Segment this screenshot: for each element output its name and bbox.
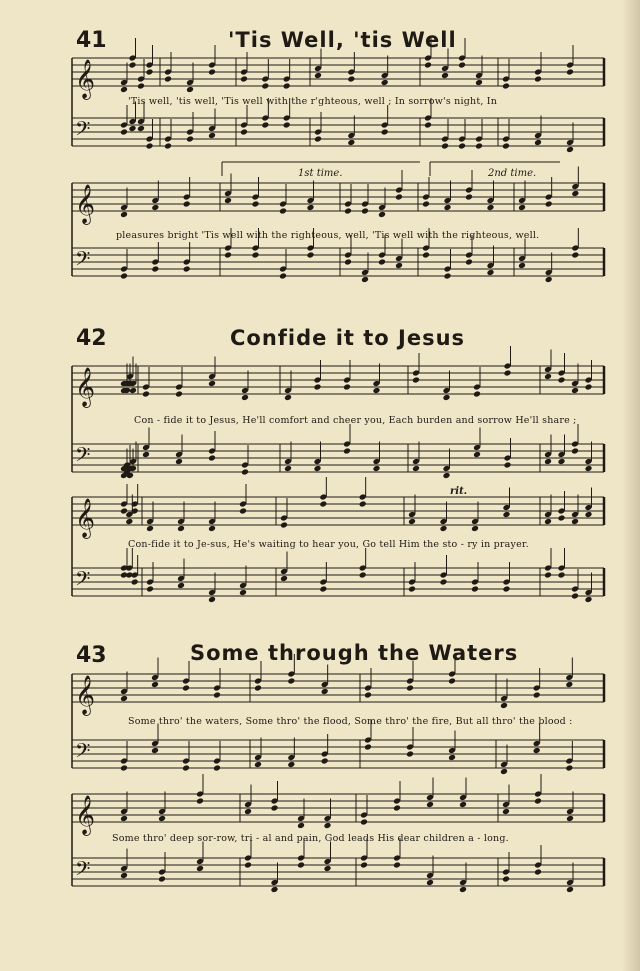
note-head bbox=[196, 798, 204, 805]
treble-clef-icon: 𝄞 bbox=[75, 498, 96, 538]
note-head bbox=[558, 515, 566, 522]
note-head bbox=[426, 801, 434, 808]
note-head bbox=[440, 525, 448, 532]
note-head bbox=[175, 458, 183, 465]
note-head bbox=[558, 458, 566, 465]
note-head bbox=[241, 469, 249, 476]
note-head bbox=[473, 391, 481, 398]
note-head bbox=[129, 125, 137, 132]
note-head bbox=[566, 886, 574, 893]
treble-clef-icon: 𝄞 bbox=[75, 795, 96, 835]
note-head bbox=[279, 273, 287, 280]
note-head bbox=[142, 391, 150, 398]
note-head bbox=[208, 132, 216, 139]
note-head bbox=[360, 819, 368, 826]
note-head bbox=[208, 69, 216, 76]
note-head bbox=[585, 384, 593, 391]
note-head bbox=[565, 765, 573, 772]
bass-clef-icon: 𝄢 bbox=[75, 247, 91, 275]
note-head bbox=[224, 252, 232, 259]
note-head bbox=[444, 204, 452, 211]
note-head bbox=[208, 596, 216, 603]
note-head bbox=[443, 472, 451, 479]
note-head bbox=[279, 208, 287, 215]
note-head bbox=[534, 76, 542, 83]
lyric-line: Some thro' the waters, Some thro' the flood, Some thro' the fire, But all thro' the blood : bbox=[128, 716, 573, 727]
note-head bbox=[284, 394, 292, 401]
note-head bbox=[319, 586, 327, 593]
note-head bbox=[347, 76, 355, 83]
note-head bbox=[239, 508, 247, 515]
note-head bbox=[444, 273, 452, 280]
note-head bbox=[448, 754, 456, 761]
note-head bbox=[208, 455, 216, 462]
note-head bbox=[158, 815, 166, 822]
note-head bbox=[319, 501, 327, 508]
note-head bbox=[146, 525, 154, 532]
note-head bbox=[585, 511, 593, 518]
treble-clef-icon: 𝄞 bbox=[75, 675, 96, 715]
note-head bbox=[151, 204, 159, 211]
note-head bbox=[344, 259, 352, 266]
note-head bbox=[321, 688, 329, 695]
note-head bbox=[422, 201, 430, 208]
note-head bbox=[324, 865, 332, 872]
note-head bbox=[566, 815, 574, 822]
note-head bbox=[182, 765, 190, 772]
bass-clef-icon: 𝄢 bbox=[75, 857, 91, 885]
note-head bbox=[283, 122, 291, 129]
lyric-line: Con - fide it to Jesus, He'll comfort and cheer you, Each burden and sorrow He'll share ; bbox=[134, 415, 577, 426]
bass-clef-icon: 𝄢 bbox=[75, 443, 91, 471]
note-head bbox=[224, 197, 232, 204]
note-head bbox=[137, 125, 145, 132]
note-head bbox=[448, 678, 456, 685]
note-head bbox=[284, 465, 292, 472]
hymn-title: 'Tis Well, 'tis Well bbox=[228, 28, 457, 52]
note-head bbox=[151, 681, 159, 688]
note-head bbox=[183, 201, 191, 208]
note-head bbox=[120, 872, 128, 879]
note-head bbox=[471, 586, 479, 593]
note-head bbox=[283, 83, 291, 90]
lyric-line: Some thro' deep sor-row, tri - al and pain, God leads His dear children a - long. bbox=[112, 833, 509, 844]
note-head bbox=[177, 582, 185, 589]
note-head bbox=[244, 862, 252, 869]
note-head bbox=[424, 122, 432, 129]
note-head bbox=[175, 391, 183, 398]
note-head bbox=[406, 751, 414, 758]
note-head bbox=[395, 194, 403, 201]
treble-clef-icon: 𝄞 bbox=[75, 367, 96, 407]
note-head bbox=[502, 808, 510, 815]
note-head bbox=[503, 586, 511, 593]
note-head bbox=[271, 886, 279, 893]
note-head bbox=[533, 692, 541, 699]
note-head bbox=[297, 822, 305, 829]
note-head bbox=[131, 579, 139, 586]
note-head bbox=[261, 83, 269, 90]
note-head bbox=[186, 86, 194, 93]
note-head bbox=[314, 384, 322, 391]
note-head bbox=[360, 862, 368, 869]
note-head bbox=[142, 451, 150, 458]
note-head bbox=[565, 681, 573, 688]
ritardando-marking: rit. bbox=[450, 486, 468, 497]
note-head bbox=[458, 62, 466, 69]
note-head bbox=[213, 692, 221, 699]
hymn-number: 41 bbox=[76, 28, 107, 53]
note-head bbox=[314, 136, 322, 143]
second-time-marking: 2nd time. bbox=[488, 168, 537, 179]
note-head bbox=[534, 869, 542, 876]
note-head bbox=[261, 122, 269, 129]
lyric-line: 'Tis well, 'tis well, 'Tis well with the r'ghteous, well ; In sorrow's night, In bbox=[128, 96, 498, 107]
note-head bbox=[297, 862, 305, 869]
treble-clef-icon: 𝄞 bbox=[75, 59, 96, 99]
note-head bbox=[441, 72, 449, 79]
note-head bbox=[120, 695, 128, 702]
hymn-title: Some through the Waters bbox=[190, 641, 519, 665]
note-head bbox=[129, 62, 137, 69]
note-head bbox=[213, 765, 221, 772]
note-head bbox=[208, 525, 216, 532]
note-head bbox=[252, 201, 260, 208]
note-head bbox=[381, 79, 389, 86]
note-head bbox=[504, 462, 512, 469]
note-head bbox=[475, 79, 483, 86]
note-head bbox=[558, 377, 566, 384]
note-head bbox=[239, 589, 247, 596]
note-head bbox=[287, 678, 295, 685]
note-head bbox=[361, 276, 369, 283]
note-head bbox=[441, 143, 449, 150]
note-head bbox=[252, 252, 260, 259]
note-head bbox=[151, 266, 159, 273]
lyric-line: Con-fide it to Je-sus, He's waiting to hear you, Go tell Him the sto - ry in prayer. bbox=[128, 539, 529, 550]
note-head bbox=[571, 387, 579, 394]
note-head bbox=[120, 129, 128, 136]
note-head bbox=[571, 252, 579, 259]
bass-clef-icon: 𝄢 bbox=[75, 567, 91, 595]
note-head bbox=[487, 269, 495, 276]
note-head bbox=[321, 758, 329, 765]
note-head bbox=[129, 387, 137, 394]
note-head bbox=[534, 139, 542, 146]
note-head bbox=[244, 808, 252, 815]
note-head bbox=[571, 190, 579, 197]
note-head bbox=[120, 765, 128, 772]
note-head bbox=[125, 518, 133, 525]
note-head bbox=[422, 252, 430, 259]
note-head bbox=[424, 62, 432, 69]
hymn-title: Confide it to Jesus bbox=[230, 326, 466, 350]
note-head bbox=[503, 511, 511, 518]
note-head bbox=[471, 525, 479, 532]
note-head bbox=[314, 72, 322, 79]
note-head bbox=[196, 865, 204, 872]
note-head bbox=[502, 143, 510, 150]
note-head bbox=[120, 273, 128, 280]
bass-clef-icon: 𝄢 bbox=[75, 739, 91, 767]
note-head bbox=[500, 702, 508, 709]
note-head bbox=[344, 208, 352, 215]
note-head bbox=[585, 465, 593, 472]
note-head bbox=[545, 201, 553, 208]
note-head bbox=[566, 146, 574, 153]
note-head bbox=[120, 211, 128, 218]
note-head bbox=[164, 76, 172, 83]
note-head bbox=[473, 451, 481, 458]
note-head bbox=[475, 143, 483, 150]
note-head bbox=[158, 876, 166, 883]
note-head bbox=[459, 801, 467, 808]
note-head bbox=[459, 886, 467, 893]
lyric-line: pleasures bright 'Tis well with the righteous, well, 'Tis well with the righteous, well. bbox=[116, 230, 540, 241]
note-head bbox=[544, 373, 552, 380]
note-head bbox=[280, 522, 288, 529]
note-head bbox=[500, 768, 508, 775]
note-head bbox=[343, 448, 351, 455]
note-head bbox=[307, 252, 315, 259]
note-head bbox=[280, 575, 288, 582]
note-head bbox=[458, 143, 466, 150]
note-head bbox=[571, 518, 579, 525]
note-head bbox=[378, 211, 386, 218]
note-head bbox=[164, 143, 172, 150]
note-head bbox=[364, 744, 372, 751]
note-head bbox=[440, 579, 448, 586]
note-head bbox=[324, 822, 332, 829]
note-head bbox=[544, 458, 552, 465]
hymn-number: 42 bbox=[76, 326, 107, 351]
note-head bbox=[571, 593, 579, 600]
note-head bbox=[518, 262, 526, 269]
note-head bbox=[381, 129, 389, 136]
note-head bbox=[146, 586, 154, 593]
bass-clef-icon: 𝄢 bbox=[75, 117, 91, 145]
note-head bbox=[504, 370, 512, 377]
note-head bbox=[177, 525, 185, 532]
note-head bbox=[241, 394, 249, 401]
note-head bbox=[412, 465, 420, 472]
first-time-marking: 1st time. bbox=[298, 168, 343, 179]
note-head bbox=[393, 805, 401, 812]
note-head bbox=[373, 465, 381, 472]
note-head bbox=[408, 518, 416, 525]
note-head bbox=[518, 204, 526, 211]
note-head bbox=[240, 76, 248, 83]
note-head bbox=[364, 692, 372, 699]
note-head bbox=[347, 139, 355, 146]
note-head bbox=[137, 83, 145, 90]
treble-clef-icon: 𝄞 bbox=[75, 184, 96, 224]
note-head bbox=[254, 761, 262, 768]
note-head bbox=[182, 685, 190, 692]
note-head bbox=[120, 815, 128, 822]
note-head bbox=[566, 69, 574, 76]
note-head bbox=[120, 86, 128, 93]
note-head bbox=[585, 596, 593, 603]
note-head bbox=[254, 685, 262, 692]
note-head bbox=[208, 380, 216, 387]
note-head bbox=[240, 129, 248, 136]
note-head bbox=[307, 204, 315, 211]
note-head bbox=[314, 465, 322, 472]
hymn-number: 43 bbox=[76, 643, 107, 668]
note-head bbox=[558, 572, 566, 579]
note-head bbox=[287, 761, 295, 768]
note-head bbox=[271, 805, 279, 812]
note-head bbox=[571, 448, 579, 455]
note-head bbox=[502, 83, 510, 90]
note-head bbox=[378, 259, 386, 266]
note-head bbox=[359, 501, 367, 508]
note-head bbox=[146, 143, 154, 150]
note-head bbox=[359, 572, 367, 579]
note-head bbox=[487, 204, 495, 211]
note-head bbox=[545, 276, 553, 283]
note-head bbox=[186, 136, 194, 143]
page-edge-shadow bbox=[622, 0, 640, 971]
note-head bbox=[544, 572, 552, 579]
note-head bbox=[408, 586, 416, 593]
note-head bbox=[151, 747, 159, 754]
note-head bbox=[146, 69, 154, 76]
note-head bbox=[465, 259, 473, 266]
note-head bbox=[343, 384, 351, 391]
note-head bbox=[395, 262, 403, 269]
note-head bbox=[544, 518, 552, 525]
note-head bbox=[373, 387, 381, 394]
note-head bbox=[412, 377, 420, 384]
note-head bbox=[393, 862, 401, 869]
note-head bbox=[406, 685, 414, 692]
note-head bbox=[426, 879, 434, 886]
note-head bbox=[183, 266, 191, 273]
note-head bbox=[443, 394, 451, 401]
note-head bbox=[534, 798, 542, 805]
note-head bbox=[502, 876, 510, 883]
note-head bbox=[533, 747, 541, 754]
note-head bbox=[465, 194, 473, 201]
note-head bbox=[361, 208, 369, 215]
